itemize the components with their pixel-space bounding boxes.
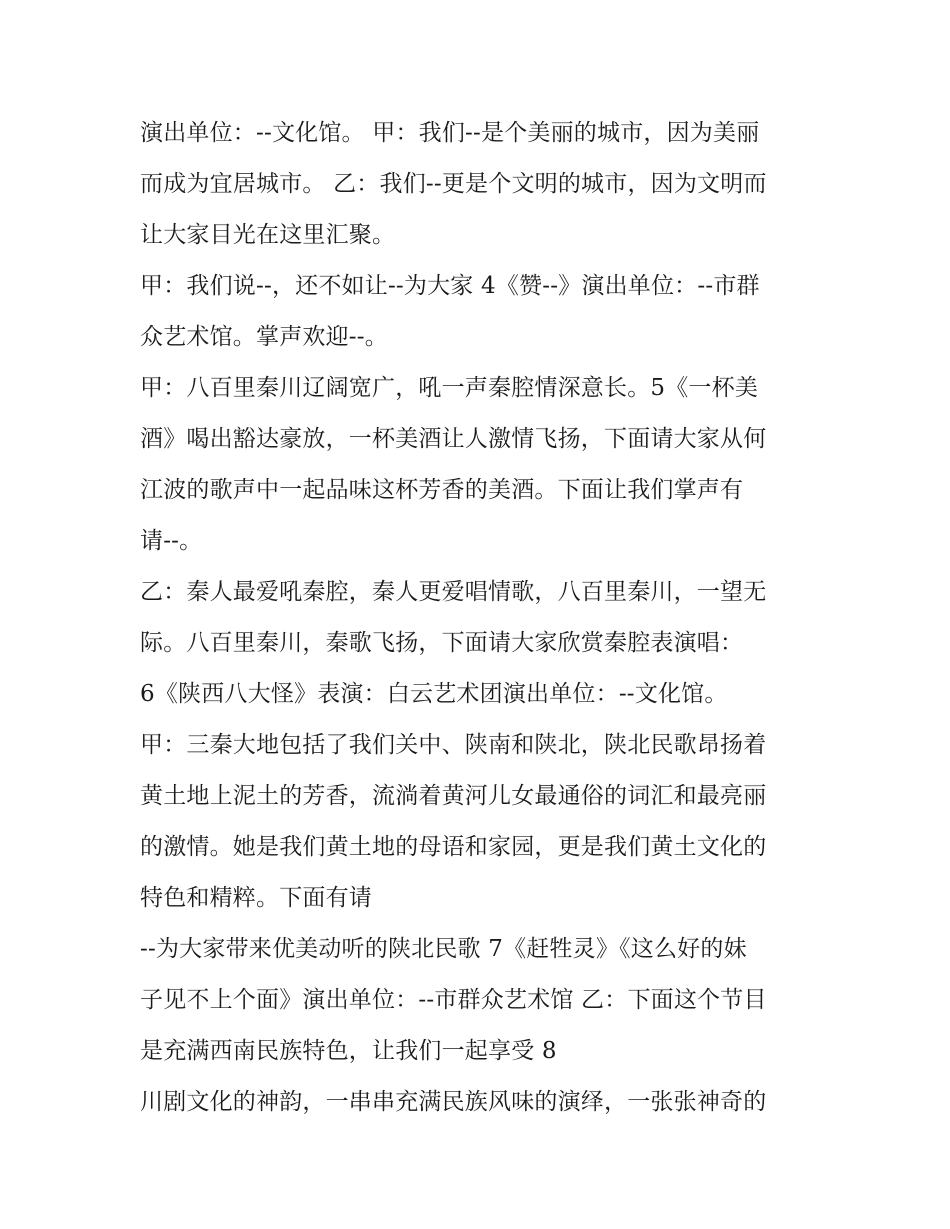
text-line: 特色和精粹。下面有请 (140, 885, 372, 911)
document-body (140, 108, 820, 1128)
text-line: 众艺术馆。掌声欢迎--。 (140, 324, 388, 350)
text-line: 让大家目光在这里汇聚。 (140, 222, 396, 248)
text-line: 甲：八百里秦川辽阔宽广，吼一声秦腔情深意长。5《一杯美 (140, 375, 759, 401)
text-line: 是充满西南民族特色，让我们一起享受 8 (140, 1038, 557, 1064)
text-line: --为大家带来优美动听的陕北民歌 7《赶牲灵》《这么好的妹 (140, 936, 747, 962)
text-line: 酒》喝出豁达豪放，一杯美酒让人激情飞扬，下面请大家从何 (140, 426, 767, 452)
text-line: 乙：秦人最爱吼秦腔，秦人更爱唱情歌，八百里秦川，一望无 (140, 579, 767, 605)
text-line: 甲：三秦大地包括了我们关中、陕南和陕北，陕北民歌昂扬着 (140, 732, 767, 758)
text-line: 子见不上个面》演出单位：--市群众艺术馆 乙：下面这个节目 (140, 987, 767, 1013)
text-line: 的激情。她是我们黄土地的母语和家园，更是我们黄土文化的 (140, 834, 767, 860)
text-line: 请--。 (140, 528, 203, 554)
text-line: 甲：我们说--，还不如让--为大家 4《赞--》演出单位：--市群 (140, 273, 760, 299)
text-line: 演出单位：--文化馆。 甲：我们--是个美丽的城市，因为美丽 (140, 120, 760, 146)
text-line: 6《陕西八大怪》表演：白云艺术团演出单位：--文化馆。 (140, 681, 728, 707)
text-line: 而成为宜居城市。 乙：我们--更是个文明的城市，因为文明而 (140, 171, 767, 197)
text-line: 川剧文化的神韵，一串串充满民族风味的演绎，一张张神奇的 (140, 1089, 767, 1115)
text-line: 际。八百里秦川，秦歌飞扬，下面请大家欣赏秦腔表演唱： (140, 630, 744, 656)
text-line: 黄土地上泥土的芳香，流淌着黄河儿女最通俗的词汇和最亮丽 (140, 783, 767, 809)
text-line: 江波的歌声中一起品味这杯芳香的美酒。下面让我们掌声有 (140, 477, 744, 503)
